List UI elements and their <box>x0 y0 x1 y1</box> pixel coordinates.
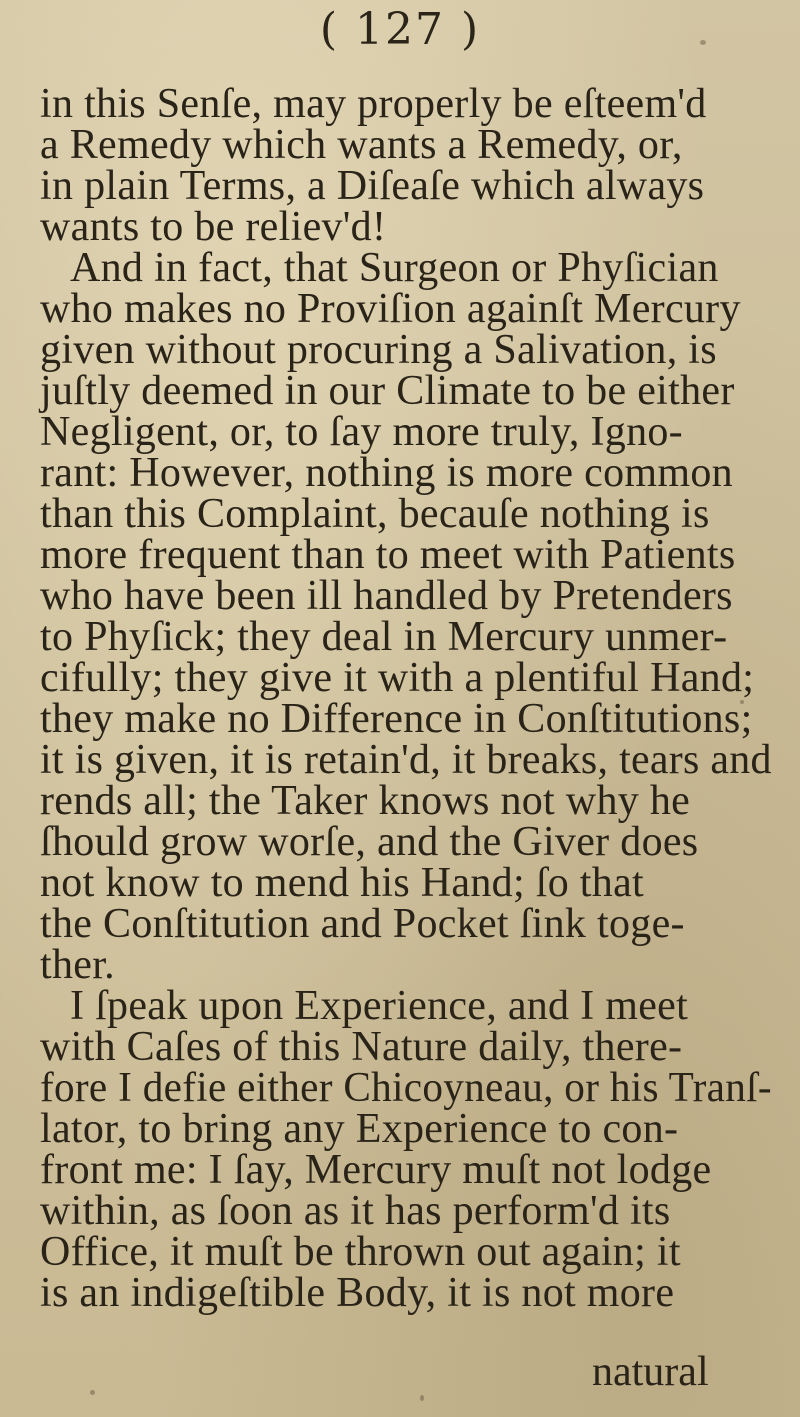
text-line: who makes no Proviſion againſt Mercury <box>40 286 741 332</box>
text-line: lator, to bring any Experience to con- <box>40 1106 679 1152</box>
text-line: ther. <box>40 942 115 988</box>
text-line: is an indigeſtible Body, it is not more <box>40 1270 675 1316</box>
text-line: more frequent than to meet with Patients <box>40 532 736 578</box>
text-line: who have been ill handled by Pretenders <box>40 573 733 619</box>
text-line: cifully; they give it with a plentiful Hand; <box>40 655 755 701</box>
text-line: than this Complaint, becauſe nothing is <box>40 491 710 537</box>
text-line: to Phyſick; they deal in Mercury unmer- <box>40 614 728 660</box>
text-line: it is given, it is retain'd, it breaks, tears and <box>40 737 772 783</box>
text-line: they make no Difference in Conſtitutions; <box>40 696 753 742</box>
text-line: And in fact, that Surgeon or Phyſician <box>70 245 719 291</box>
text-line: Negligent, or, to ſay more truly, Igno- <box>40 409 683 455</box>
text-line: wants to be reliev'd! <box>40 204 387 250</box>
text-line: front me: I ſay, Mercury muſt not lodge <box>40 1147 712 1193</box>
text-line: I ſpeak upon Experience, and I meet <box>70 983 689 1029</box>
text-line: not know to mend his Hand; ſo that <box>40 860 644 906</box>
text-line: a Remedy which wants a Remedy, or, <box>40 122 683 168</box>
text-line: fore I defie either Chicoyneau, or his Tranſ- <box>40 1065 772 1111</box>
text-line: within, as ſoon as it has perform'd its <box>40 1188 671 1234</box>
catchword: natural <box>592 1349 709 1395</box>
text-line: given without procuring a Salivation, is <box>40 327 717 373</box>
text-line: the Conſtitution and Pocket ſink toge- <box>40 901 685 947</box>
text-line: with Caſes of this Nature daily, there- <box>40 1024 683 1070</box>
text-line: in plain Terms, a Diſeaſe which always <box>40 163 705 209</box>
page-number: ( 127 ) <box>319 4 481 55</box>
text-line: juſtly deemed in our Climate to be either <box>40 368 735 414</box>
text-line: ſhould grow worſe, and the Giver does <box>40 819 699 865</box>
text-line: in this Senſe, may properly be eſteem'd <box>40 81 707 127</box>
text-line: Office, it muſt be thrown out again; it <box>40 1229 681 1275</box>
text-line: rends all; the Taker knows not why he <box>40 778 691 824</box>
text-line: rant: However, nothing is more common <box>40 450 733 496</box>
